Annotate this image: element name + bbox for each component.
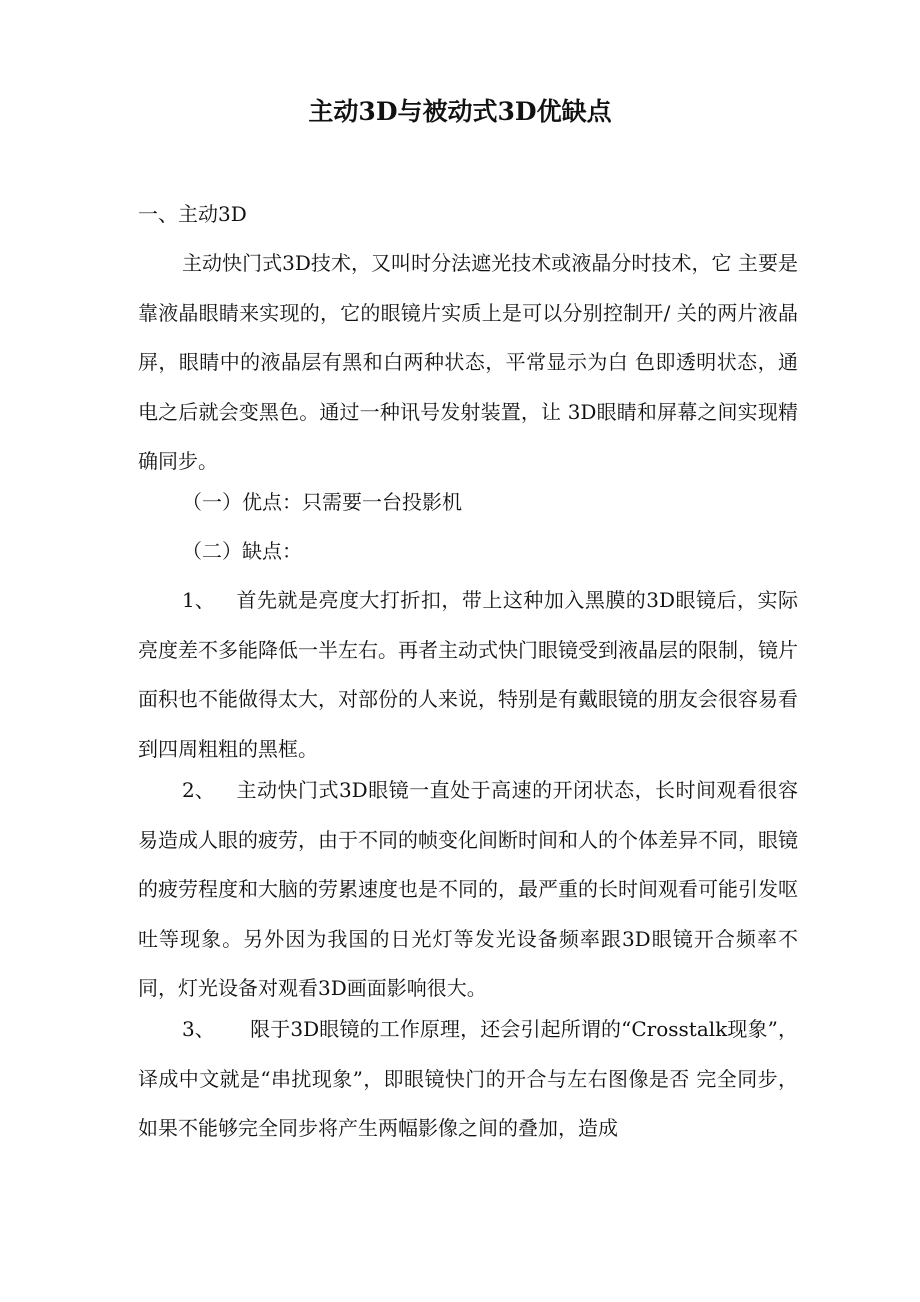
point-text-2: 主动快门式3D眼镜一直处于高速的开闭状态，长时间观看很容易造成人眼的疲劳，由于不同的帧变化间断时间和人的个体差异不同，眼镜的疲劳程度和大脑的劳累速度也是不同的，最严重的长时间观看可能引发呕吐等现象。另外因为我国的日光灯等发光设备频率跟3D眼镜开合频率不同，灯光设备对观看3D画面影响很大。	[138, 778, 798, 1000]
point-text-1: 首先就是亮度大打折扣，带上这种加入黑膜的3D眼镜后，实际亮度差不多能降低一半左右。再者主动式快门眼镜受到液晶层的限制，镜片面积也不能做得太大，对部份的人来说，特别是有戴眼镜的朋友会很容易看到四周粗粗的黑框。	[138, 588, 798, 761]
intro-paragraph: 主动快门式3D技术，又叫时分法遮光技术或液晶分时技术，它 主要是靠液晶眼睛来实现的，它的眼镜片实质上是可以分别控制开/ 关的两片液晶屏，眼睛中的液晶层有黑和白两种状态，平常显示为白 色即透明状态，通电之后就会变黑色。通过一种讯号发射装置，让 3D眼睛和屏幕之间实现精确同步。	[138, 251, 798, 473]
point-paragraph-2	[138, 766, 798, 1014]
point-text-3: 限于3D眼镜的工作原理，还会引起所谓的“Crosstalk现象”，译成中文就是“串扰现象”，即眼镜快门的开合与左右图像是否 完全同步，如果不能够完全同步将产生两幅影像之间的叠加，造成	[138, 1017, 798, 1140]
point-paragraph-3	[138, 1005, 798, 1154]
document-title: 主动3D与被动式3D优缺点	[308, 97, 612, 126]
point-number-3: 3、	[182, 1017, 215, 1041]
point-paragraph-1	[138, 576, 798, 774]
section-heading: 一、主动3D	[138, 202, 247, 226]
point-number-2: 2、	[182, 778, 215, 802]
disadvantage-heading: （二）缺点：	[182, 539, 302, 563]
point-number-1: 1、	[182, 588, 215, 612]
advantage-line: （一）优点：只需要一台投影机	[182, 490, 462, 514]
